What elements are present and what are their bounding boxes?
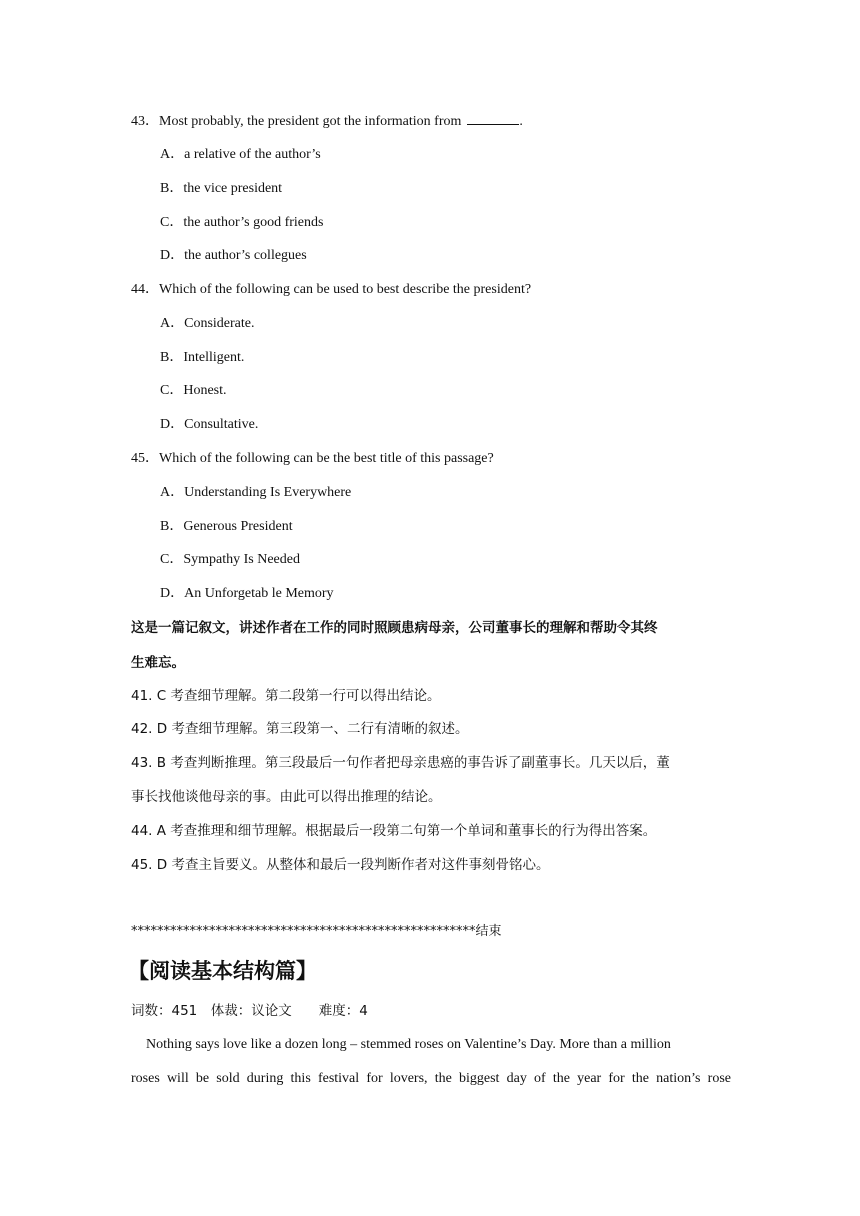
question-43-stem-end: .	[519, 114, 523, 129]
question-45-option-a: A．Understanding Is Everywhere	[160, 485, 352, 500]
answer-blank	[467, 112, 519, 125]
passage-line-1: Nothing says love like a dozen long – stemmed roses on Valentine’s Day. More than a million	[146, 1037, 671, 1052]
question-43-option-a: A．a relative of the author’s	[160, 147, 321, 162]
answer-42: 42. D 考查细节理解。第三段第一、二行有清晰的叙述。	[131, 721, 469, 737]
question-45-option-b: B．Generous President	[160, 519, 293, 534]
answer-44: 44. A 考查推理和细节理解。根据最后一段第二句第一个单词和董事长的行为得出答案。	[131, 823, 657, 839]
answer-45: 45. D 考查主旨要义。从整体和最后一段判断作者对这件事刻骨铭心。	[131, 857, 550, 873]
question-44-option-d: D．Consultative.	[160, 417, 259, 432]
question-43-option-b: B．the vice president	[160, 181, 283, 196]
question-44-option-c: C．Honest.	[160, 383, 227, 398]
question-43-text: 43．Most probably, the president got the information from	[131, 114, 462, 129]
question-45-option-c: C．Sympathy Is Needed	[160, 552, 300, 567]
summary-line-2: 生难忘。	[131, 655, 185, 671]
answer-43-line-2: 事长找他谈他母亲的事。由此可以得出推理的结论。	[131, 789, 442, 805]
passage-meta: 词数：451 体裁：议论文 难度：4	[131, 1003, 368, 1019]
question-43-option-d: D．the author’s collegues	[160, 248, 307, 263]
question-43-stem	[131, 112, 523, 132]
section-heading: 【阅读基本结构篇】	[128, 959, 317, 983]
question-44-option-a: A．Considerate.	[160, 316, 255, 331]
answer-43-line-1: 43. B 考查判断推理。第三段最后一句作者把母亲患癌的事告诉了副董事长。几天以后，董	[131, 755, 670, 771]
question-44-option-b: B．Intelligent.	[160, 350, 245, 365]
summary-line-1: 这是一篇记叙文，讲述作者在工作的同时照顾患病母亲，公司董事长的理解和帮助令其终	[131, 620, 658, 636]
question-44-stem: 44．Which of the following can be used to best describe the president?	[131, 282, 532, 297]
question-43-option-c: C．the author’s good friends	[160, 215, 324, 230]
question-45-option-d: D．An Unforgetab le Memory	[160, 586, 334, 601]
end-marker: *****************************************************结束	[131, 924, 502, 939]
passage-line-2: roses will be sold during this festival for lovers, the biggest day of the year for the nation’s rose	[131, 1071, 731, 1086]
question-45-stem: 45．Which of the following can be the best title of this passage?	[131, 451, 494, 466]
answer-41: 41. C 考查细节理解。第二段第一行可以得出结论。	[131, 688, 441, 704]
